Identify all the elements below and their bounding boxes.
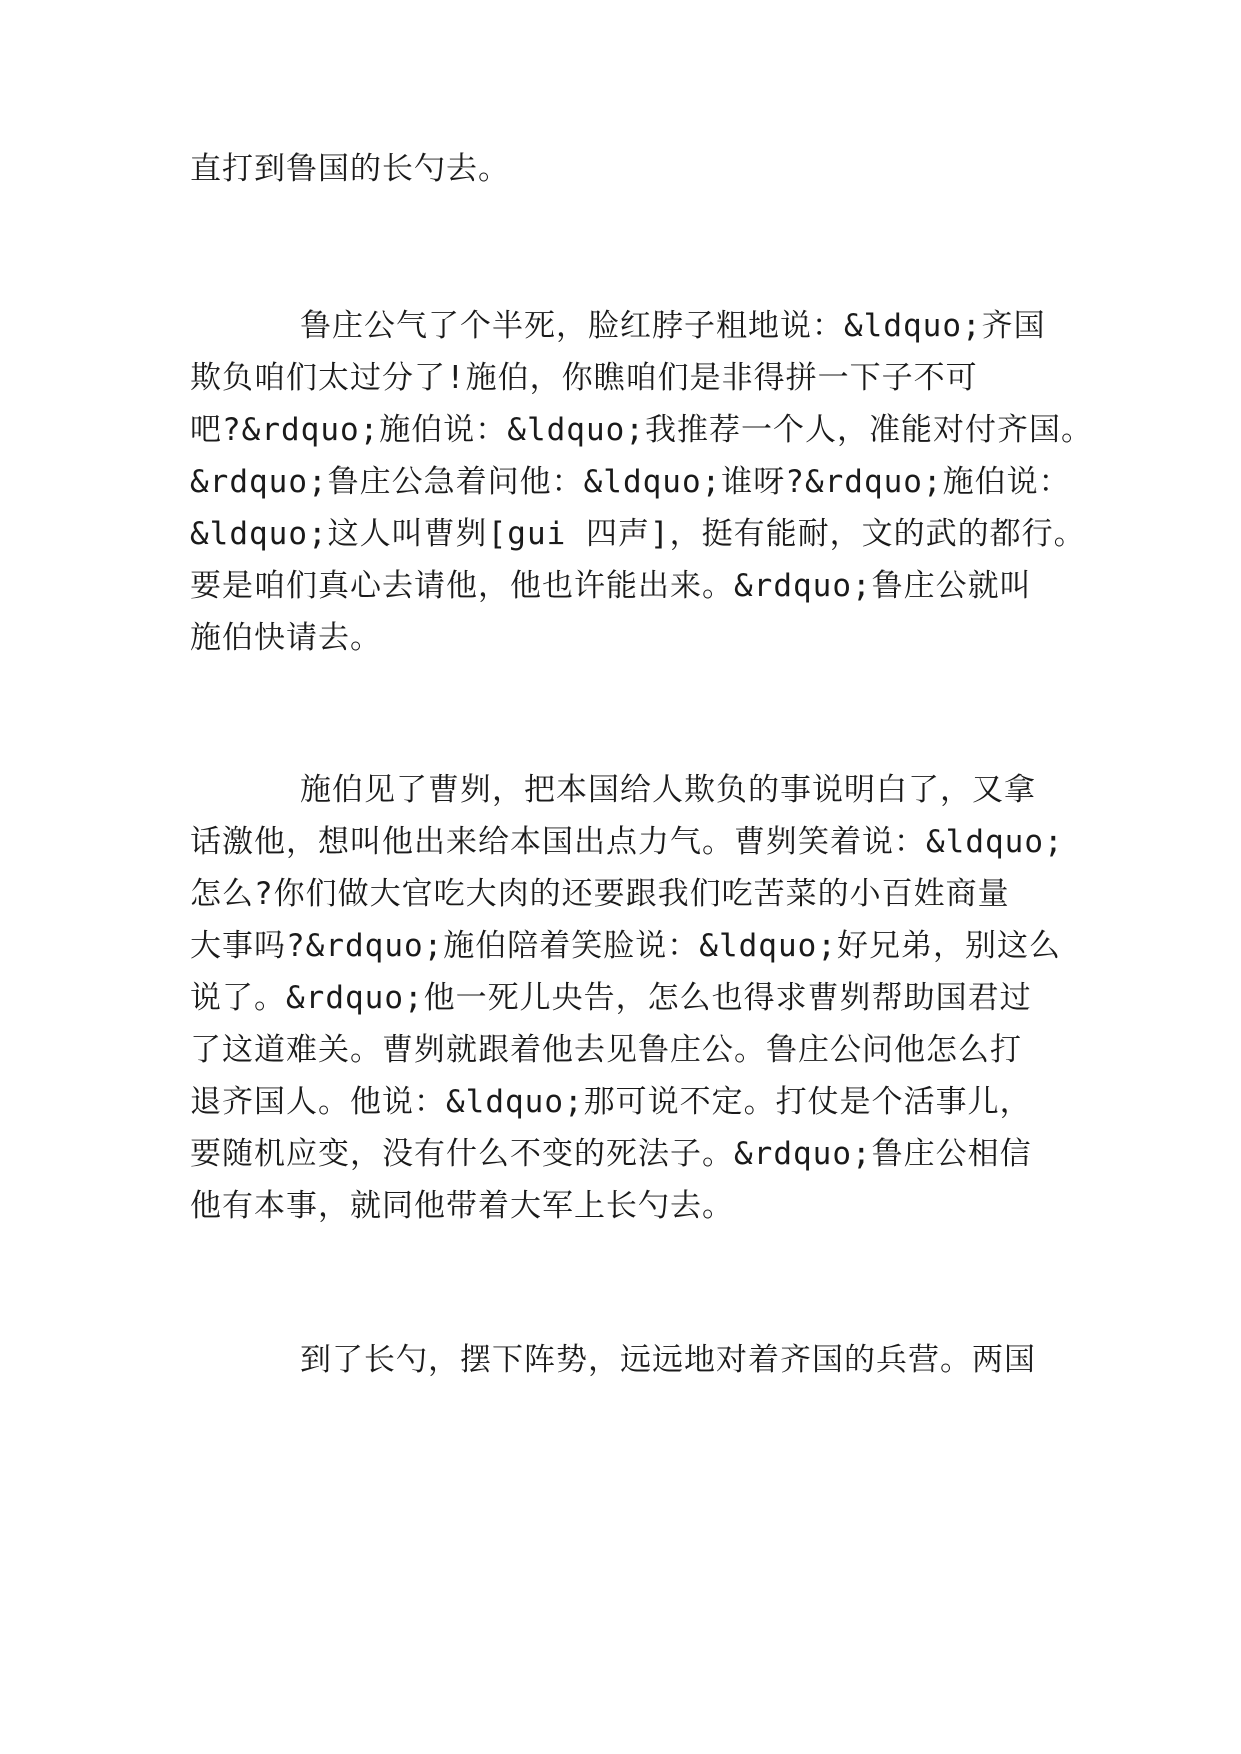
- text-line: 吧?&rdquo;施伯说：&ldquo;我推荐一个人，准能对付齐国。: [190, 412, 1093, 448]
- text-line: 直打到鲁国的长勺去。: [190, 151, 510, 187]
- text-line: 要是咱们真心去请他，他也许能出来。&rdquo;鲁庄公就叫: [190, 568, 1032, 604]
- text-line: 欺负咱们太过分了!施伯，你瞧咱们是非得拼一下子不可: [190, 360, 978, 396]
- text-line: 退齐国人。他说：&ldquo;那可说不定。打仗是个活事儿，: [190, 1084, 1032, 1120]
- text-line: 到了长勺，摆下阵势，远远地对着齐国的兵营。两国: [300, 1342, 1036, 1378]
- text-line: 鲁庄公气了个半死，脸红脖子粗地说：&ldquo;齐国: [300, 308, 1046, 344]
- text-line: &ldquo;这人叫曹刿[gui 四声]，挺有能耐，文的武的都行。: [190, 516, 1086, 552]
- text-line: 说了。&rdquo;他一死儿央告，怎么也得求曹刿帮助国君过: [190, 980, 1032, 1016]
- text-line: 话激他，想叫他出来给本国出点力气。曹刿笑着说：&ldquo;: [190, 824, 1064, 860]
- text-line: 大事吗?&rdquo;施伯陪着笑脸说：&ldquo;好兄弟，别这么: [190, 928, 1061, 964]
- text-line: &rdquo;鲁庄公急着问他：&ldquo;谁呀?&rdquo;施伯说：: [190, 464, 1071, 500]
- text-line: 了这道难关。曹刿就跟着他去见鲁庄公。鲁庄公问他怎么打: [190, 1032, 1022, 1068]
- text-line: 他有本事，就同他带着大军上长勺去。: [190, 1188, 734, 1224]
- text-line: 施伯快请去。: [190, 620, 382, 656]
- text-line: 要随机应变，没有什么不变的死法子。&rdquo;鲁庄公相信: [190, 1136, 1032, 1172]
- text-line: 怎么?你们做大官吃大肉的还要跟我们吃苦菜的小百姓商量: [190, 876, 1010, 912]
- text-line: 施伯见了曹刿，把本国给人欺负的事说明白了，又拿: [300, 772, 1036, 808]
